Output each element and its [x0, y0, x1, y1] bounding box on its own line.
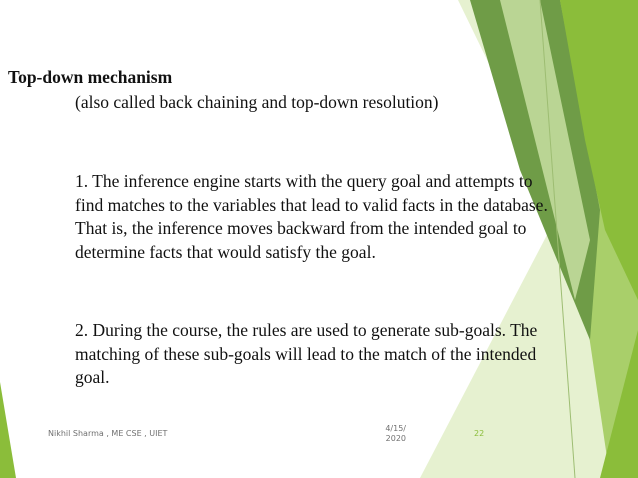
paragraph-2	[75, 319, 555, 390]
paragraph-1	[75, 170, 555, 264]
paragraph-1-number: 1	[75, 171, 84, 191]
footer-author: Nikhil Sharma , ME CSE , UIET	[48, 429, 168, 438]
left-edge-green-triangle	[0, 382, 16, 478]
slide-number: 22	[474, 429, 485, 438]
slide-heading: Top-down mechanism	[8, 67, 173, 87]
slide-subtitle: (also called back chaining and top-down resolution)	[75, 92, 439, 112]
paragraph-2-text: . During the course, the rules are used to generate sub-goals. The matching of these sub-goals will lead to the match of the intended goal.	[75, 320, 538, 387]
paragraph-1-text: . The inference engine starts with the query goal and attempts to find matches to the variables that lead to valid facts in the database. That is, the inference moves backward from the intended goal to determine facts that would satisfy the goal.	[75, 171, 548, 262]
footer-date: 4/15/2020	[385, 424, 406, 443]
paragraph-2-number: 2	[75, 320, 84, 340]
